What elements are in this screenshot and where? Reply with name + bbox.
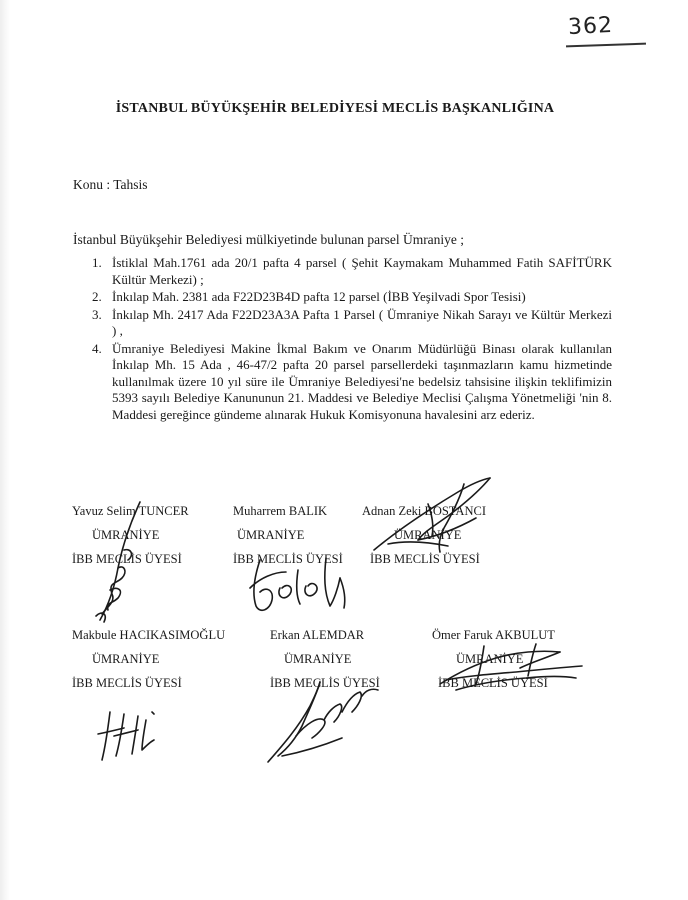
list-item (92, 255, 612, 288)
handwritten-signature (88, 498, 158, 628)
handwritten-page-number: 362 (567, 12, 614, 41)
handwritten-signature (368, 470, 498, 565)
signatory-role: İBB MECLİS ÜYESİ (370, 552, 480, 566)
handwritten-signature (96, 706, 166, 766)
signatory-name: Erkan ALEMDAR (270, 628, 365, 642)
signatory-name: Yavuz Selim TUNCER (72, 504, 189, 518)
signatory-role: İBB MECLİS ÜYESİ (72, 552, 182, 566)
list-item-number: 1. (92, 255, 102, 270)
list-item-text: İstiklal Mah.1761 ada 20/1 pafta 4 parsel ( Şehit Kaymakam Muhammed Fatih SAFİTÜRK Kültür Merkezi) ; (112, 255, 612, 287)
list-item-text: İnkılap Mah. 2381 ada F22D23B4D pafta 12 parsel (İBB Yeşilvadi Spor Tesisi) (112, 289, 526, 304)
list-item (92, 307, 612, 340)
list-item (92, 341, 612, 441)
handwritten-signature (240, 548, 350, 618)
signatory-name: Ömer Faruk AKBULUT (432, 628, 555, 642)
list-item-number: 4. (92, 340, 102, 356)
signatory-role: İBB MECLİS ÜYESİ (438, 676, 548, 690)
parcel-list (92, 255, 612, 442)
signatory-district: ÜMRANİYE (92, 528, 160, 542)
signatory-name: Makbule HACIKASIMOĞLU (72, 628, 226, 642)
list-item-text: Ümraniye Belediyesi Makine İkmal Bakım ve Onarım Müdürlüğü Binası olarak kullanılan İnkılap Mh. 15 Ada , 46-47/2 pafta 20 parsel parsellerdeki taşınmazların kamu hizmetinde kullanılmak üzere 10 yıl süre ile Ümraniye Belediyesi'ne bedelsiz tahsisine ilişkin teklifimizin 5393 sayılı Belediye Kanununun 21. Maddesi ve Belediye Meclisi Çalışma Yönetmeliği 'nin 8. Maddesi gereğince gündeme alınarak Hukuk Komisyonuna havalesini arz ederiz. (112, 340, 612, 422)
signatory-district: ÜMRANİYE (456, 652, 524, 666)
document-title: İSTANBUL BÜYÜKŞEHİR BELEDİYESİ MECLİS BAŞKANLIĞINA (115, 101, 555, 116)
handwritten-signature (436, 640, 586, 700)
signatory-block (72, 627, 225, 691)
signatory-district: ÜMRANİYE (237, 528, 305, 542)
intro-text: İstanbul Büyükşehir Belediyesi mülkiyetinde bulunan parsel Ümraniye ; (73, 232, 465, 247)
list-item-number: 2. (92, 289, 102, 304)
page-number-underline (566, 43, 646, 48)
signatory-role: İBB MECLİS ÜYESİ (270, 676, 380, 690)
document-subject: Konu : Tahsis (73, 177, 148, 192)
signatory-name: Muharrem BALIK (233, 504, 328, 518)
handwritten-signature (262, 676, 382, 766)
list-item-text: İnkılap Mh. 2417 Ada F22D23A3A Pafta 1 Parsel ( Ümraniye Nikah Sarayı ve Kültür Merkezi ) , (112, 306, 612, 338)
signatory-role: İBB MECLİS ÜYESİ (233, 552, 343, 566)
list-item-number: 3. (92, 306, 102, 322)
page-edge-shadow (0, 0, 10, 900)
signatory-district: ÜMRANİYE (92, 652, 160, 666)
list-item (92, 289, 612, 306)
signatory-district: ÜMRANİYE (284, 652, 352, 666)
signatory-role: İBB MECLİS ÜYESİ (72, 676, 182, 690)
signatory-district: ÜMRANİYE (394, 528, 462, 542)
signatory-name: Adnan Zeki BOSTANCI (362, 504, 486, 518)
